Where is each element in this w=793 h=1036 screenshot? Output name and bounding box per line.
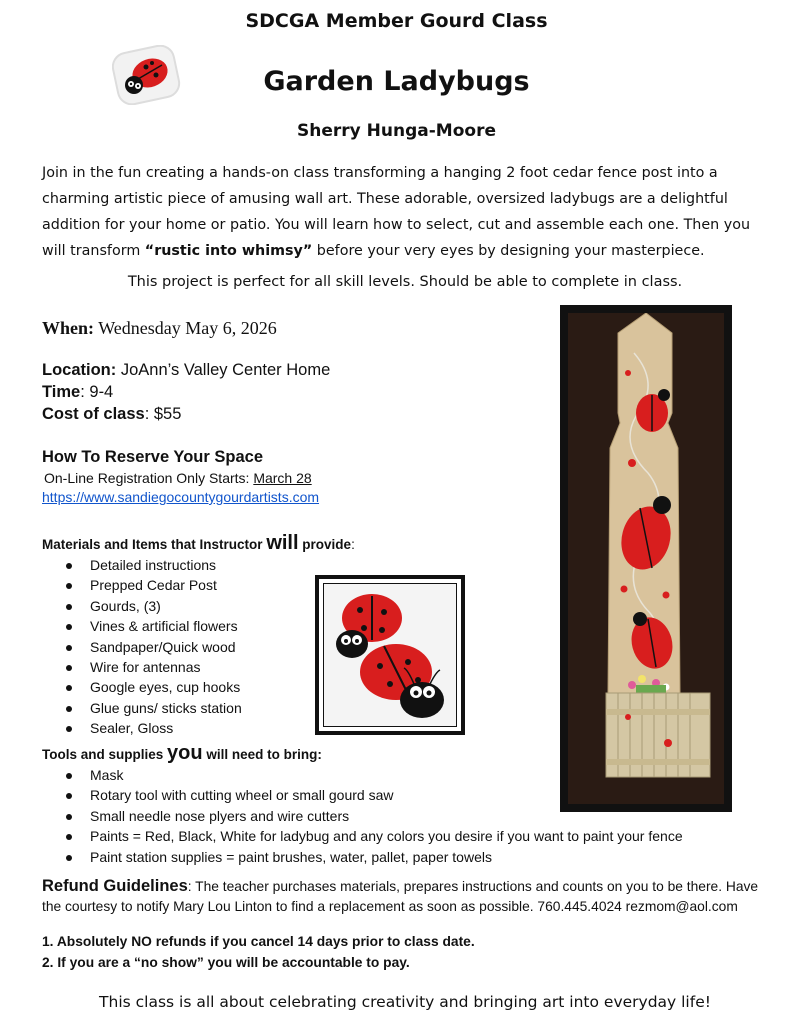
registration-line [44,470,312,486]
materials-heading-emphasis: will [266,532,299,554]
tools-heading [42,742,322,765]
list-item: Glue guns/ sticks station [42,698,242,718]
intro-text-2: before your very eyes by designing your masterpiece. [312,243,705,259]
cost-value: : $55 [144,405,182,423]
time-line [42,383,113,402]
intro-paragraph [42,160,757,264]
materials-heading-pre: Materials and Items that Instructor [42,537,267,552]
when-label: When: [42,318,95,338]
location-label: Location: [42,361,117,379]
materials-heading-post: provide [298,537,352,552]
list-item: Wire for antennas [42,657,242,677]
location-value: JoAnn’s Valley Center Home [120,361,331,379]
list-item: Paints = Red, Black, White for ladybug and any colors you desire if you want to paint your fence [42,826,683,846]
registration-text: On-Line Registration Only Starts: [44,470,254,486]
intro-text-1: Join in the fun creating a hands-on class transforming a hanging 2 foot cedar fence post into a charming artistic piece of amusing wall art. These adorable, oversized ladybugs are a delightful addition for your home or patio. You will learn how to select, cut and assemble each one. Then you will transform [42,165,751,259]
refund-rule-1: 1. Absolutely NO refunds if you cancel 14 days prior to class date. [42,934,475,949]
ladybugs-closeup-photo [315,575,465,735]
cost-label: Cost of class [42,405,145,423]
closing-line: This class is all about celebrating creativity and bringing art into everyday life! [99,993,711,1011]
list-item: Prepped Cedar Post [42,575,242,595]
tools-heading-pre: Tools and supplies [42,747,168,762]
skill-note: This project is perfect for all skill levels. Should be able to complete in class. [127,274,683,290]
tools-heading-emphasis: you [167,742,203,764]
list-item: Detailed instructions [42,555,242,575]
materials-heading-colon: : [351,537,355,552]
list-item: Vines & artificial flowers [42,616,242,636]
class-title: Garden Ladybugs [263,66,530,97]
intro-bold-phrase: “rustic into whimsy” [144,243,313,259]
refund-paragraph [42,876,762,917]
fence-post-ladybugs-photo [560,305,732,812]
when-value: Wednesday May 6, 2026 [98,318,277,338]
list-item: Small needle nose plyers and wire cutters [42,806,683,826]
website-link[interactable]: https://www.sandiegocountygourdartists.com [42,489,320,505]
refund-text: : The teacher purchases materials, prepares instructions and counts on you to be there. Have the courtesy to notify Mary Lou Linton to find a replacement as soon as possible. 760.445.4024 rezmom@aol.com [42,879,759,914]
list-item: Mask [42,765,683,785]
materials-heading [42,532,355,555]
refund-rule-2: 2. If you are a “no show” you will be accountable to pay. [42,955,410,970]
location-line [42,361,330,380]
list-item: Sealer, Gloss [42,718,242,738]
tools-heading-post: will need to bring: [202,747,322,762]
list-item: Google eyes, cup hooks [42,677,242,697]
cost-line [42,405,181,424]
time-value: : 9-4 [80,383,114,401]
org-title: SDCGA Member Gourd Class [245,10,548,32]
list-item: Sandpaper/Quick wood [42,637,242,657]
reserve-heading: How To Reserve Your Space [42,448,263,466]
list-item: Paint station supplies = paint brushes, water, pallet, paper towels [42,847,683,867]
list-item: Gourds, (3) [42,596,242,616]
instructor-name: Sherry Hunga-Moore [297,121,496,141]
registration-date: March 28 [253,470,312,486]
materials-list [42,555,242,739]
time-label: Time [42,383,81,401]
when-line [42,318,277,339]
list-item: Rotary tool with cutting wheel or small gourd saw [42,785,683,805]
refund-lead: Refund Guidelines [42,877,188,895]
